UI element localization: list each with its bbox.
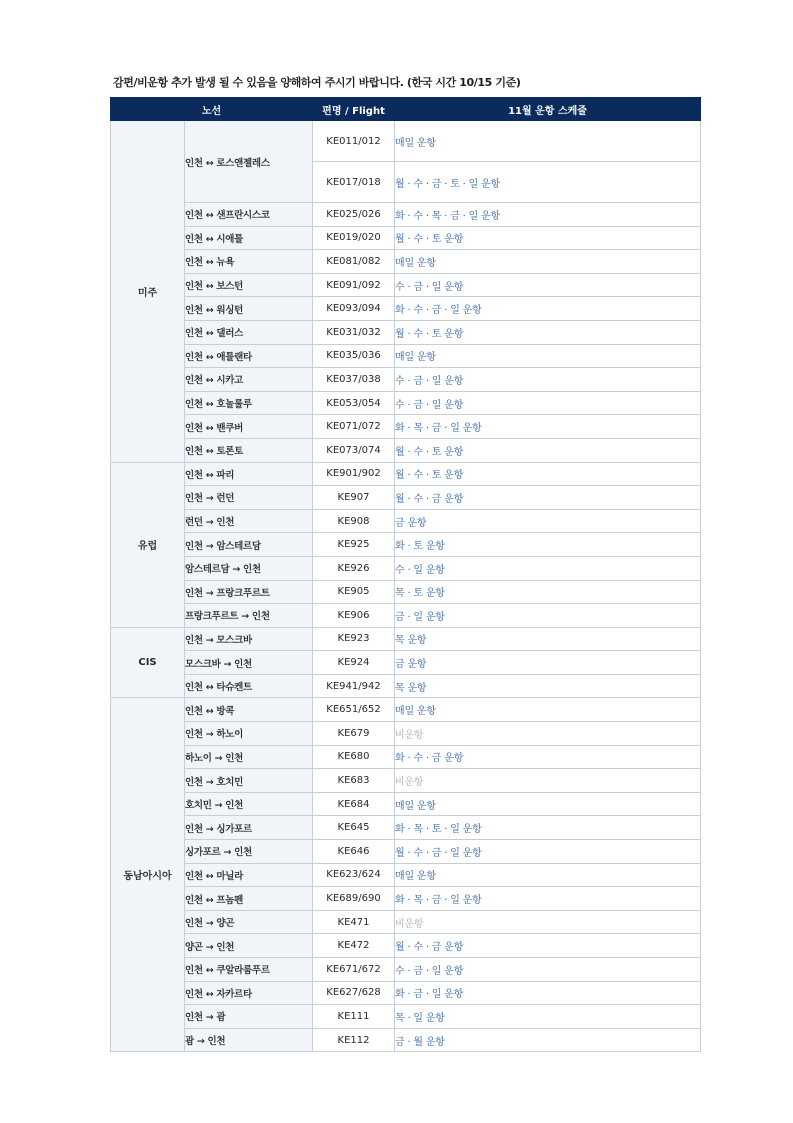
schedule-cell: 화 · 수 · 금 · 일 운항: [395, 297, 701, 321]
table-row: [111, 1028, 701, 1052]
route-cell: 인천 → 하노이: [185, 722, 313, 746]
route-cell: 암스테르담 → 인천: [185, 556, 313, 580]
table-row: [111, 509, 701, 533]
schedule-cell: 화 · 목 · 금 · 일 운항: [395, 415, 701, 439]
table-header-row: [111, 98, 701, 121]
flight-number-cell: KE112: [313, 1028, 395, 1052]
schedule-cell: 수 · 일 운항: [395, 556, 701, 580]
table-row: [111, 462, 701, 486]
route-cell: 인천 → 괌: [185, 1005, 313, 1029]
flight-number-cell: KE646: [313, 840, 395, 864]
header-schedule: 11월 운항 스케줄: [395, 98, 701, 121]
table-row: [111, 840, 701, 864]
flight-number-cell: KE623/624: [313, 863, 395, 887]
table-row: [111, 226, 701, 250]
route-cell: 인천 ↔ 방콕: [185, 698, 313, 722]
table-row: [111, 415, 701, 439]
region-cell: 미주: [111, 121, 185, 463]
table-row: [111, 863, 701, 887]
table-row: [111, 745, 701, 769]
route-cell: 인천 ↔ 밴쿠버: [185, 415, 313, 439]
route-cell: 인천 ↔ 애틀랜타: [185, 344, 313, 368]
schedule-cell: 매일 운항: [395, 250, 701, 274]
flight-number-cell: KE627/628: [313, 981, 395, 1005]
flight-number-cell: KE941/942: [313, 674, 395, 698]
schedule-cell: 금 · 월 운항: [395, 1028, 701, 1052]
table-row: [111, 580, 701, 604]
table-row: [111, 368, 701, 392]
table-body: [111, 121, 701, 1052]
flight-number-cell: KE923: [313, 627, 395, 651]
flight-number-cell: KE671/672: [313, 958, 395, 982]
flight-number-cell: KE011/012: [313, 121, 395, 162]
schedule-cell: 월 · 수 · 금 · 토 · 일 운항: [395, 162, 701, 203]
route-cell: 인천 → 런던: [185, 486, 313, 510]
route-cell: 인천 ↔ 보스턴: [185, 273, 313, 297]
table-row: [111, 604, 701, 628]
schedule-cell: 월 · 수 · 금 · 일 운항: [395, 840, 701, 864]
table-row: [111, 958, 701, 982]
table-row: [111, 769, 701, 793]
flight-number-cell: KE651/652: [313, 698, 395, 722]
schedule-cell: 금 · 일 운항: [395, 604, 701, 628]
route-cell: 모스크바 → 인천: [185, 651, 313, 675]
route-cell: 인천 ↔ 쿠알라룸푸르: [185, 958, 313, 982]
route-cell: 양곤 → 인천: [185, 934, 313, 958]
flight-number-cell: KE093/094: [313, 297, 395, 321]
route-cell: 인천 ↔ 로스앤젤레스: [185, 121, 313, 203]
route-cell: 싱가포르 → 인천: [185, 840, 313, 864]
header-flight: 편명 / Flight: [313, 98, 395, 121]
route-cell: 인천 → 양곤: [185, 910, 313, 934]
schedule-cell: 월 · 수 · 토 운항: [395, 226, 701, 250]
flight-number-cell: KE071/072: [313, 415, 395, 439]
schedule-cell: 매일 운항: [395, 863, 701, 887]
flight-number-cell: KE091/092: [313, 273, 395, 297]
schedule-cell: 월 · 수 · 토 운항: [395, 438, 701, 462]
flight-number-cell: KE925: [313, 533, 395, 557]
schedule-cell: 월 · 수 · 금 운항: [395, 486, 701, 510]
route-cell: 인천 ↔ 프놈펜: [185, 887, 313, 911]
schedule-cell: 화 · 토 운항: [395, 533, 701, 557]
notice-text: 감편/비운항 추가 발생 될 수 있음을 양해하여 주시기 바랍니다. (한국 시간 10/15 기준): [113, 76, 521, 89]
header-route: 노선: [111, 98, 313, 121]
flight-number-cell: KE679: [313, 722, 395, 746]
flight-number-cell: KE081/082: [313, 250, 395, 274]
region-cell: 동남아시아: [111, 698, 185, 1052]
schedule-cell: 화 · 목 · 금 · 일 운항: [395, 887, 701, 911]
flight-number-cell: KE684: [313, 792, 395, 816]
route-cell: 인천 ↔ 토론토: [185, 438, 313, 462]
flight-schedule-table: [110, 97, 701, 1052]
flight-number-cell: KE472: [313, 934, 395, 958]
route-cell: 인천 ↔ 타슈켄트: [185, 674, 313, 698]
flight-number-cell: KE907: [313, 486, 395, 510]
route-cell: 인천 → 싱가포르: [185, 816, 313, 840]
table-row: [111, 887, 701, 911]
route-cell: 인천 → 프랑크푸르트: [185, 580, 313, 604]
table-row: [111, 981, 701, 1005]
flight-number-cell: KE683: [313, 769, 395, 793]
flight-number-cell: KE924: [313, 651, 395, 675]
table-row: [111, 556, 701, 580]
schedule-cell: 매일 운항: [395, 698, 701, 722]
route-cell: 인천 ↔ 샌프란시스코: [185, 203, 313, 227]
schedule-cell: 매일 운항: [395, 792, 701, 816]
flight-number-cell: KE926: [313, 556, 395, 580]
schedule-cell: 금 운항: [395, 651, 701, 675]
route-cell: 프랑크푸르트 → 인천: [185, 604, 313, 628]
flight-number-cell: KE680: [313, 745, 395, 769]
flight-number-cell: KE053/054: [313, 391, 395, 415]
table-row: [111, 1005, 701, 1029]
schedule-cell: 금 운항: [395, 509, 701, 533]
flight-number-cell: KE901/902: [313, 462, 395, 486]
flight-number-cell: KE471: [313, 910, 395, 934]
schedule-cell: 비운항: [395, 910, 701, 934]
schedule-cell: 월 · 수 · 토 운항: [395, 320, 701, 344]
region-cell: CIS: [111, 627, 185, 698]
schedule-cell: 수 · 금 · 일 운항: [395, 273, 701, 297]
route-cell: 인천 → 암스테르담: [185, 533, 313, 557]
schedule-cell: 화 · 목 · 토 · 일 운항: [395, 816, 701, 840]
table-row: [111, 674, 701, 698]
table-row: [111, 297, 701, 321]
table-row: [111, 344, 701, 368]
route-cell: 인천 ↔ 시애틀: [185, 226, 313, 250]
table-row: [111, 816, 701, 840]
table-row: [111, 533, 701, 557]
schedule-cell: 화 · 수 · 목 · 금 · 일 운항: [395, 203, 701, 227]
schedule-cell: 매일 운항: [395, 121, 701, 162]
table-row: [111, 934, 701, 958]
table-row: [111, 203, 701, 227]
schedule-cell: 월 · 수 · 토 운항: [395, 462, 701, 486]
flight-number-cell: KE689/690: [313, 887, 395, 911]
table-row: [111, 438, 701, 462]
table-row: [111, 698, 701, 722]
flight-number-cell: KE645: [313, 816, 395, 840]
table-row: [111, 250, 701, 274]
schedule-cell: 목 · 일 운항: [395, 1005, 701, 1029]
route-cell: 인천 ↔ 댈러스: [185, 320, 313, 344]
route-cell: 인천 ↔ 마닐라: [185, 863, 313, 887]
schedule-cell: 수 · 금 · 일 운항: [395, 958, 701, 982]
table-row: [111, 273, 701, 297]
route-cell: 인천 ↔ 뉴욕: [185, 250, 313, 274]
schedule-cell: 목 · 토 운항: [395, 580, 701, 604]
schedule-cell: 매일 운항: [395, 344, 701, 368]
table-row: [111, 910, 701, 934]
schedule-cell: 수 · 금 · 일 운항: [395, 368, 701, 392]
flight-number-cell: KE035/036: [313, 344, 395, 368]
table-row: [111, 391, 701, 415]
route-cell: 인천 ↔ 시카고: [185, 368, 313, 392]
route-cell: 런던 → 인천: [185, 509, 313, 533]
route-cell: 인천 ↔ 워싱턴: [185, 297, 313, 321]
flight-number-cell: KE073/074: [313, 438, 395, 462]
schedule-cell: 월 · 수 · 금 운항: [395, 934, 701, 958]
route-cell: 하노이 → 인천: [185, 745, 313, 769]
schedule-cell: 목 운항: [395, 674, 701, 698]
flight-number-cell: KE019/020: [313, 226, 395, 250]
route-cell: 괌 → 인천: [185, 1028, 313, 1052]
schedule-cell: 화 · 수 · 금 운항: [395, 745, 701, 769]
flight-number-cell: KE025/026: [313, 203, 395, 227]
flight-number-cell: KE037/038: [313, 368, 395, 392]
schedule-cell: 비운항: [395, 769, 701, 793]
region-cell: 유럽: [111, 462, 185, 627]
flight-number-cell: KE906: [313, 604, 395, 628]
flight-number-cell: KE908: [313, 509, 395, 533]
flight-number-cell: KE905: [313, 580, 395, 604]
route-cell: 인천 ↔ 파리: [185, 462, 313, 486]
schedule-cell: 수 · 금 · 일 운항: [395, 391, 701, 415]
table-row: [111, 651, 701, 675]
table-row: [111, 627, 701, 651]
route-cell: 인천 → 호치민: [185, 769, 313, 793]
schedule-cell: 목 운항: [395, 627, 701, 651]
table-row: [111, 486, 701, 510]
route-cell: 인천 → 모스크바: [185, 627, 313, 651]
flight-number-cell: KE031/032: [313, 320, 395, 344]
route-cell: 호치민 → 인천: [185, 792, 313, 816]
schedule-cell: 화 · 금 · 일 운항: [395, 981, 701, 1005]
table-row: [111, 792, 701, 816]
table-row: [111, 320, 701, 344]
table-row: [111, 121, 701, 162]
flight-number-cell: KE111: [313, 1005, 395, 1029]
route-cell: 인천 ↔ 자카르타: [185, 981, 313, 1005]
route-cell: 인천 ↔ 호놀룰루: [185, 391, 313, 415]
schedule-cell: 비운항: [395, 722, 701, 746]
table-row: [111, 722, 701, 746]
flight-number-cell: KE017/018: [313, 162, 395, 203]
